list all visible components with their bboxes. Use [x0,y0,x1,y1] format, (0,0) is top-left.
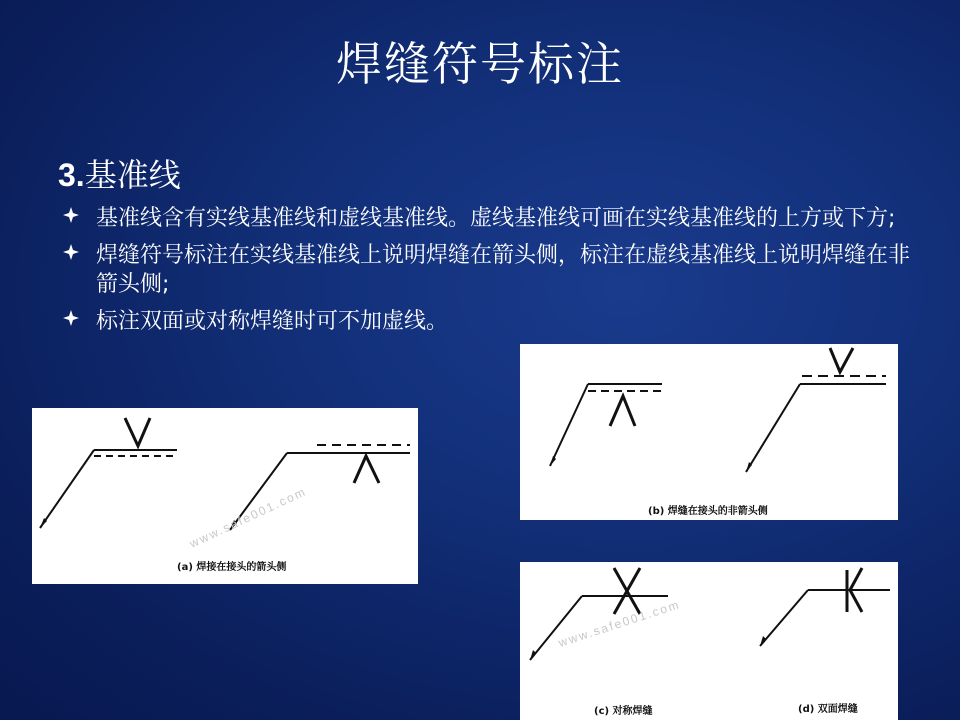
diamond-bullet-icon [62,206,80,224]
weld-symbol-symmetric-double-diagram [520,562,898,720]
diamond-bullet-icon [62,243,80,261]
diamond-bullet-icon [62,309,80,327]
watermark-text: www.safe001.com [556,597,683,650]
bullet-text: 基准线含有实线基准线和虚线基准线。虚线基准线可画在实线基准线的上方或下方; [96,206,896,231]
section-heading-text: 基准线 [84,156,181,194]
figure-d-caption: (d) 双面焊缝 [798,704,858,715]
figure-cd-symmetric-double [520,562,898,720]
figure-b-caption: (b) 焊缝在接头的非箭头侧 [648,506,768,517]
bullet-item [60,307,910,336]
figure-c-caption: (c) 对称焊缝 [594,706,653,717]
figure-a-caption: (a) 焊接在接头的箭头侧 [177,562,287,573]
weld-symbol-other-side-diagram [520,344,898,520]
weld-symbol-arrow-side-diagram [32,408,418,584]
bullet-item [60,241,910,299]
figure-b-other-side [520,344,898,520]
watermark-text: www.safe001.com [187,484,309,551]
bullet-text: 标注双面或对称焊缝时可不加虚线。 [96,309,449,334]
section-number: 3. [58,157,85,193]
section-heading [58,150,181,196]
figure-a-arrow-side [32,408,418,584]
slide-title: 焊缝符号标注 [336,37,624,91]
bullet-item [60,204,910,233]
bullet-list [60,204,910,344]
bullet-text: 焊缝符号标注在实线基准线上说明焊缝在箭头侧，标注在虚线基准线上说明焊缝在非箭头侧; [96,243,911,297]
